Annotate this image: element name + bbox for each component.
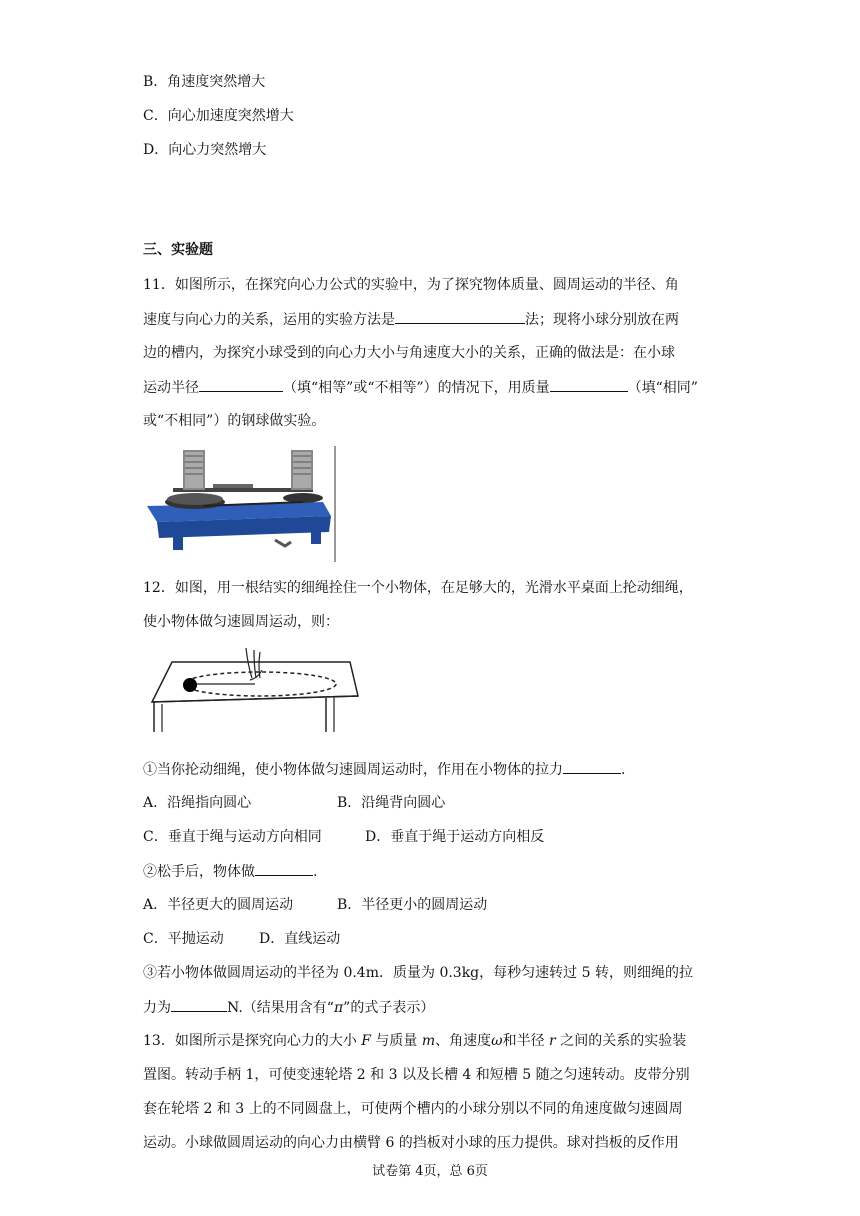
- option-c: C．平抛运动: [143, 931, 224, 947]
- section-title: 三、实验题: [143, 242, 213, 258]
- option-b: B．半径更小的圆周运动: [337, 897, 488, 913]
- q12-text: N.（结果用含有“: [227, 1000, 334, 1016]
- q12-sub1-options-ab: [143, 793, 445, 813]
- option-c: C．垂直于绳与运动方向相同: [143, 829, 322, 845]
- q13-line-3: 套在轮塔 2 和 3 上的不同圆盘上，可使两个槽内的小球分别以不同的角速度做匀速圆周: [143, 1101, 683, 1117]
- q12-text: ①当你抡动细绳，使小物体做匀速圆周运动时，作用在小物体的拉力: [143, 762, 563, 778]
- string-circular-motion-figure: [150, 646, 365, 734]
- q12-sub1: [143, 759, 625, 780]
- q11-line-4: [143, 377, 698, 398]
- q11-line-3: 边的槽内，为探究小球受到的向心力大小与角速度大小的关系，正确的做法是：在小球: [143, 345, 675, 361]
- q11-text: （填“相等”或“不相等”）的情况下，用质量: [283, 380, 550, 396]
- answer-blank[interactable]: [199, 377, 283, 392]
- option-a: A．沿绳指向圆心: [143, 795, 252, 811]
- q12-text: .: [621, 762, 626, 778]
- answer-blank[interactable]: [395, 309, 525, 324]
- answer-blank[interactable]: [171, 997, 227, 1012]
- q13-text: 、角速度: [435, 1033, 492, 1049]
- var-m: m: [421, 1033, 436, 1049]
- option-d: D．垂直于绳于运动方向相反: [365, 829, 545, 845]
- option-d: D．直线运动: [259, 931, 341, 947]
- var-omega: ω: [491, 1033, 503, 1049]
- q13-text: 之间的关系的实验装: [555, 1033, 687, 1049]
- q13-line-4: 运动。小球做圆周运动的向心力由横臂 6 的挡板对小球的压力提供。球对挡板的反作用: [143, 1135, 679, 1151]
- q12-sub2-options-cd: [143, 929, 340, 949]
- answer-blank[interactable]: [550, 377, 628, 392]
- q11-text: （填“相同”: [627, 380, 698, 396]
- q12-text: ②松手后，物体做: [143, 864, 255, 880]
- var-r: r: [549, 1033, 556, 1049]
- answer-blank[interactable]: [563, 759, 621, 774]
- q11-text: 运动半径: [143, 380, 199, 396]
- var-f: F: [361, 1033, 371, 1049]
- q12-sub3-line-2: [143, 997, 434, 1018]
- option-b: B．角速度突然增大: [143, 74, 266, 90]
- q12-text: .: [313, 864, 318, 880]
- option-b: B．沿绳背向圆心: [337, 795, 446, 811]
- q12-text: 力为: [143, 1000, 171, 1016]
- q12-sub2-options-ab: [143, 895, 487, 915]
- q13-text: 和半径: [502, 1033, 550, 1049]
- q11-text: 法；现将小球分别放在两: [525, 312, 679, 328]
- q11-line-1: 11．如图所示，在探究向心力公式的实验中，为了探究物体质量、圆周运动的半径、角: [143, 277, 679, 293]
- q12-line-2: 使小物体做匀速圆周运动，则：: [143, 614, 339, 630]
- q12-line-1: 12．如图，用一根结实的细绳拴住一个小物体，在足够大的，光滑水平桌面上抡动细绳，: [143, 580, 693, 596]
- q11-line-2: [143, 309, 679, 330]
- q11-line-5: 或“不相同”）的钢球做实验。: [143, 413, 326, 429]
- q13-line-2: 置图。转动手柄 1，可使变速轮塔 2 和 3 以及长槽 4 和短槽 5 随之匀速转动。皮带分别: [143, 1067, 690, 1083]
- page-footer: 试卷第 4页，总 6页: [372, 1164, 488, 1179]
- centripetal-force-apparatus-figure: [143, 444, 338, 564]
- option-d: D．向心力突然增大: [143, 142, 267, 158]
- pi-symbol: π: [333, 1000, 344, 1016]
- q12-sub3: ③若小物体做圆周运动的半径为 0.4m．质量为 0.3kg，每秒匀速转过 5 转，则细绳的拉: [143, 965, 693, 981]
- q12-sub1-options-cd: [143, 827, 544, 847]
- answer-blank[interactable]: [255, 861, 313, 876]
- option-c: C．向心加速度突然增大: [143, 108, 294, 124]
- q13-text: 与质量: [370, 1033, 422, 1049]
- q12-sub2: [143, 861, 317, 882]
- option-a: A．半径更大的圆周运动: [143, 897, 294, 913]
- q13-line-1: [143, 1031, 686, 1051]
- q13-text: 13．如图所示是探究向心力的大小: [143, 1033, 362, 1049]
- q11-text: 速度与向心力的关系，运用的实验方法是: [143, 312, 395, 328]
- q12-text: ”的式子表示）: [343, 1000, 435, 1016]
